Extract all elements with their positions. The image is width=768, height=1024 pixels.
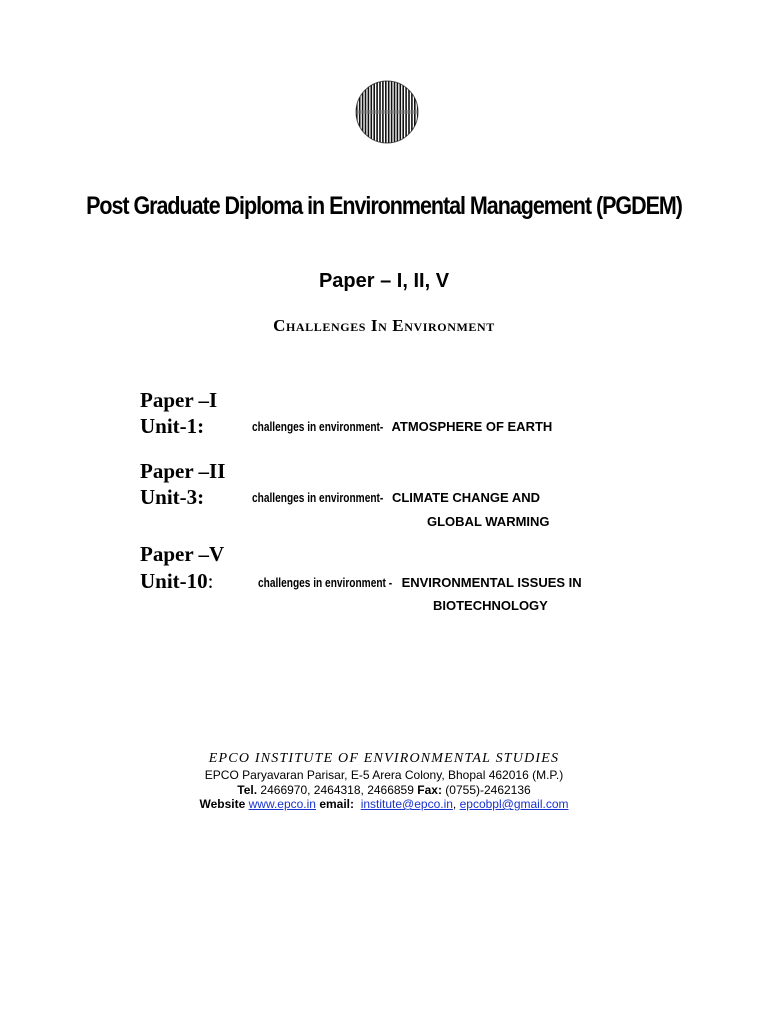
web-line xyxy=(0,797,768,811)
email-label: email: xyxy=(319,797,355,811)
email-link-gmail[interactable]: epcobpl@gmail.com xyxy=(459,797,569,811)
unit-colon: : xyxy=(207,569,214,593)
striped-sphere-logo-icon xyxy=(355,80,419,144)
unit-lead-text: challenges in environment - xyxy=(258,575,393,590)
institute-name: EPCO INSTITUTE OF ENVIRONMENTAL STUDIES xyxy=(208,751,560,766)
fax-number: (0755)-2462136 xyxy=(445,783,531,797)
unit-label-text: Unit-10 xyxy=(140,569,208,593)
email-link-institute[interactable]: institute@epco.in xyxy=(360,797,453,811)
unit-topic-continued: GLOBAL WARMING xyxy=(427,514,550,529)
unit-label: Unit-1: xyxy=(140,414,205,438)
paper-label: Paper –V xyxy=(140,542,225,566)
contact-line xyxy=(0,783,768,797)
unit-topic-continued: BIOTECHNOLOGY xyxy=(433,598,548,613)
unit-topic: ATMOSPHERE OF EARTH xyxy=(391,419,553,434)
website-link[interactable]: www.epco.in xyxy=(248,797,316,811)
unit-topic: ENVIRONMENTAL ISSUES IN xyxy=(401,575,582,590)
subtitle: Challenges In Environment xyxy=(273,316,495,335)
fax-label: Fax: xyxy=(417,783,442,797)
unit-label: Unit-3: xyxy=(140,485,205,509)
website-label: Website xyxy=(199,797,246,811)
paper-label: Paper –II xyxy=(140,459,226,483)
tel-label: Tel. xyxy=(237,783,258,797)
tel-numbers: 2466970, 2464318, 2466859 xyxy=(260,783,414,797)
email-separator: , xyxy=(452,797,457,811)
document-title: Post Graduate Diploma in Environmental Management (PGDEM) xyxy=(86,192,682,220)
unit-description xyxy=(252,419,552,434)
paper-heading: Paper – I, II, V xyxy=(318,270,450,292)
paper-label: Paper –I xyxy=(140,388,218,412)
institute-address: EPCO Paryavaran Parisar, E-5 Arera Colony, Bhopal 462016 (M.P.) xyxy=(204,768,564,782)
unit-label xyxy=(140,569,214,594)
unit-description xyxy=(258,575,582,590)
unit-lead-text: challenges in environment- xyxy=(252,490,384,505)
unit-topic: CLIMATE CHANGE AND xyxy=(391,490,540,505)
unit-lead-text: challenges in environment- xyxy=(252,419,384,434)
unit-description xyxy=(252,490,540,505)
